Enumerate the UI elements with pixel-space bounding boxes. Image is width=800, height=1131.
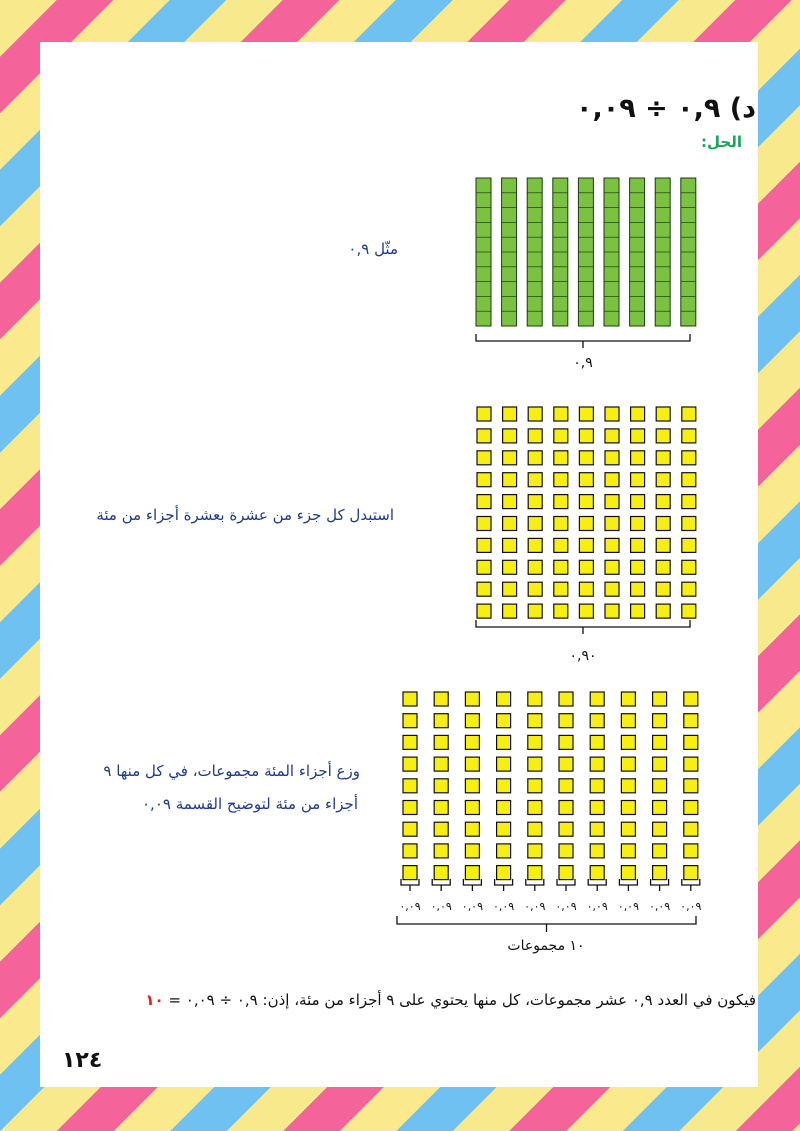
hundredth-square bbox=[605, 560, 619, 574]
hundredth-square bbox=[579, 451, 593, 465]
conclusion-sentence bbox=[145, 991, 756, 1009]
hundredth-square bbox=[656, 538, 670, 552]
group-brace bbox=[463, 879, 481, 891]
group-square bbox=[403, 692, 417, 706]
group-square bbox=[434, 692, 448, 706]
group-square bbox=[528, 844, 542, 858]
hundredth-square bbox=[528, 451, 542, 465]
hundredth-square bbox=[503, 582, 517, 596]
hundredth-square bbox=[656, 582, 670, 596]
group-square bbox=[528, 692, 542, 706]
hundredth-square bbox=[503, 517, 517, 531]
group-square bbox=[403, 714, 417, 728]
group-square bbox=[684, 714, 698, 728]
hundredth-square bbox=[528, 538, 542, 552]
group-square bbox=[497, 779, 511, 793]
group-square bbox=[621, 801, 635, 815]
group-square bbox=[403, 801, 417, 815]
hundredth-square bbox=[579, 538, 593, 552]
hundredth-square bbox=[605, 407, 619, 421]
group-brace bbox=[588, 879, 606, 891]
groups-total-label: ١٠ مجموعات bbox=[507, 938, 585, 954]
group-square bbox=[465, 822, 479, 836]
group-square bbox=[528, 714, 542, 728]
group-square bbox=[590, 844, 604, 858]
group-square bbox=[559, 801, 573, 815]
group-square bbox=[497, 822, 511, 836]
hundredth-square bbox=[579, 517, 593, 531]
hundredth-square bbox=[554, 582, 568, 596]
hundredth-square bbox=[605, 604, 619, 618]
hundredth-square bbox=[503, 451, 517, 465]
group-square bbox=[621, 844, 635, 858]
hundredth-square bbox=[477, 582, 491, 596]
model2-label: ٠,٩٠ bbox=[569, 648, 597, 664]
hundredth-square bbox=[477, 538, 491, 552]
hundredth-square bbox=[477, 429, 491, 443]
group-brace bbox=[432, 879, 450, 891]
group-label: ٠,٠٩ bbox=[680, 900, 702, 913]
hundredth-square bbox=[656, 429, 670, 443]
group-square bbox=[465, 779, 479, 793]
tenth-rod bbox=[655, 178, 670, 326]
group-square bbox=[497, 844, 511, 858]
hundredth-square bbox=[528, 473, 542, 487]
hundredth-square bbox=[682, 407, 696, 421]
group-square bbox=[403, 822, 417, 836]
group-square bbox=[434, 822, 448, 836]
hundredth-square bbox=[631, 429, 645, 443]
group-square bbox=[559, 735, 573, 749]
hundredth-square bbox=[682, 582, 696, 596]
tenth-rod bbox=[527, 178, 542, 326]
group-square bbox=[621, 866, 635, 880]
group-square bbox=[497, 735, 511, 749]
hundredth-square bbox=[579, 473, 593, 487]
hundredth-square bbox=[554, 495, 568, 509]
hundredth-square bbox=[682, 451, 696, 465]
group-square bbox=[653, 735, 667, 749]
group-square bbox=[403, 866, 417, 880]
group-label: ٠,٠٩ bbox=[555, 900, 577, 913]
hundredth-square bbox=[477, 560, 491, 574]
group-square bbox=[590, 735, 604, 749]
group-square bbox=[497, 692, 511, 706]
hundredth-square bbox=[656, 473, 670, 487]
hundredth-square bbox=[682, 429, 696, 443]
hundredth-square bbox=[631, 517, 645, 531]
group-square bbox=[684, 757, 698, 771]
hundredth-square bbox=[554, 451, 568, 465]
hundredth-square bbox=[682, 473, 696, 487]
group-square bbox=[465, 844, 479, 858]
hundredth-square bbox=[528, 582, 542, 596]
model1-brace bbox=[476, 334, 690, 348]
hundredth-square bbox=[554, 560, 568, 574]
hundredth-square bbox=[579, 582, 593, 596]
group-square bbox=[684, 692, 698, 706]
hundredth-square bbox=[503, 407, 517, 421]
group-square bbox=[684, 779, 698, 793]
hundredth-square bbox=[682, 517, 696, 531]
hundredth-square bbox=[579, 495, 593, 509]
solution-label: الحل: bbox=[701, 133, 742, 151]
hundredth-square bbox=[528, 495, 542, 509]
group-square bbox=[497, 801, 511, 815]
step3-line1: وزع أجزاء المئة مجموعات، في كل منها ٩ bbox=[103, 762, 360, 780]
group-square bbox=[465, 801, 479, 815]
hundredth-square bbox=[631, 473, 645, 487]
hundredth-square bbox=[631, 560, 645, 574]
hundredth-square bbox=[477, 407, 491, 421]
group-square bbox=[684, 801, 698, 815]
group-square bbox=[465, 692, 479, 706]
hundredth-square bbox=[682, 604, 696, 618]
hundredth-square bbox=[682, 560, 696, 574]
group-label: ٠,٠٩ bbox=[461, 900, 484, 913]
step2-text: استبدل كل جزء من عشرة بعشرة أجزاء من مئة bbox=[96, 506, 394, 524]
hundredth-square bbox=[631, 582, 645, 596]
hundredth-square bbox=[503, 429, 517, 443]
group-square bbox=[434, 757, 448, 771]
group-brace bbox=[495, 879, 513, 891]
group-square bbox=[684, 866, 698, 880]
tenth-rod bbox=[681, 178, 696, 326]
hundredth-square bbox=[503, 473, 517, 487]
hundredth-square bbox=[605, 451, 619, 465]
hundredth-square bbox=[528, 560, 542, 574]
conclusion-text: فيكون في العدد ٠,٩ عشر مجموعات، كل منها يحتوي على ٩ أجزاء من مئة، إذن: ٠,٩ ÷ ٠,٠٩ = bbox=[168, 991, 756, 1009]
group-square bbox=[684, 735, 698, 749]
hundredth-square bbox=[554, 604, 568, 618]
hundredth-square bbox=[528, 407, 542, 421]
group-square bbox=[621, 692, 635, 706]
tenth-rod bbox=[630, 178, 645, 326]
hundredth-square bbox=[554, 517, 568, 531]
group-square bbox=[590, 692, 604, 706]
hundredth-square bbox=[605, 473, 619, 487]
page-number: ١٢٤ bbox=[62, 1048, 103, 1073]
group-square bbox=[497, 714, 511, 728]
group-brace bbox=[682, 879, 700, 891]
group-square bbox=[621, 822, 635, 836]
hundredth-square bbox=[682, 495, 696, 509]
group-square bbox=[653, 822, 667, 836]
hundredth-square bbox=[631, 538, 645, 552]
hundredth-square bbox=[554, 473, 568, 487]
group-square bbox=[497, 866, 511, 880]
group-square bbox=[559, 692, 573, 706]
group-square bbox=[590, 779, 604, 793]
group-square bbox=[403, 735, 417, 749]
hundredth-square bbox=[605, 495, 619, 509]
group-square bbox=[559, 779, 573, 793]
hundredth-square bbox=[631, 495, 645, 509]
hundredth-square bbox=[477, 451, 491, 465]
group-square bbox=[653, 757, 667, 771]
group-brace bbox=[401, 879, 419, 891]
hundredth-square bbox=[554, 429, 568, 443]
group-label: ٠,٠٩ bbox=[586, 900, 608, 913]
group-label: ٠,٠٩ bbox=[648, 900, 671, 913]
group-square bbox=[465, 714, 479, 728]
model1-label: ٠,٩ bbox=[573, 355, 593, 371]
hundredth-square bbox=[631, 407, 645, 421]
group-square bbox=[684, 844, 698, 858]
hundredth-square bbox=[656, 495, 670, 509]
group-square bbox=[653, 714, 667, 728]
group-square bbox=[621, 757, 635, 771]
group-square bbox=[590, 822, 604, 836]
hundredth-square bbox=[503, 495, 517, 509]
hundredth-square bbox=[503, 538, 517, 552]
step3-line2: أجزاء من مئة لتوضيح القسمة ٠,٠٩ bbox=[142, 795, 358, 813]
hundredth-square bbox=[656, 517, 670, 531]
group-square bbox=[434, 779, 448, 793]
tenth-rod bbox=[476, 178, 491, 326]
group-label: ٠,٠٩ bbox=[524, 900, 546, 913]
group-square bbox=[528, 801, 542, 815]
group-square bbox=[403, 779, 417, 793]
group-square bbox=[528, 822, 542, 836]
group-square bbox=[465, 866, 479, 880]
group-square bbox=[528, 779, 542, 793]
hundredth-square bbox=[528, 604, 542, 618]
group-square bbox=[434, 735, 448, 749]
group-square bbox=[403, 844, 417, 858]
group-square bbox=[653, 692, 667, 706]
hundredth-square bbox=[605, 582, 619, 596]
group-square bbox=[621, 714, 635, 728]
group-square bbox=[653, 866, 667, 880]
hundredth-square bbox=[477, 604, 491, 618]
problem-heading: د) ٠,٩ ÷ ٠,٠٩ bbox=[576, 93, 756, 124]
group-square bbox=[590, 866, 604, 880]
group-square bbox=[465, 735, 479, 749]
hundredth-square bbox=[477, 473, 491, 487]
group-square bbox=[653, 844, 667, 858]
total-brace bbox=[397, 916, 696, 932]
group-label: ٠,٠٩ bbox=[399, 900, 421, 913]
hundredth-square bbox=[477, 495, 491, 509]
tenth-rod bbox=[578, 178, 593, 326]
group-square bbox=[590, 714, 604, 728]
hundredth-square bbox=[579, 429, 593, 443]
hundredth-square bbox=[682, 538, 696, 552]
group-square bbox=[559, 757, 573, 771]
hundredth-square bbox=[579, 604, 593, 618]
hundredth-square bbox=[503, 604, 517, 618]
hundredth-square bbox=[605, 429, 619, 443]
hundredth-square bbox=[656, 407, 670, 421]
hundredth-square bbox=[631, 451, 645, 465]
hundredth-square bbox=[554, 407, 568, 421]
group-square bbox=[528, 757, 542, 771]
group-brace bbox=[651, 879, 669, 891]
tenth-rod bbox=[604, 178, 619, 326]
group-square bbox=[434, 844, 448, 858]
tenth-rod bbox=[553, 178, 568, 326]
hundredth-square bbox=[528, 429, 542, 443]
group-square bbox=[559, 866, 573, 880]
group-square bbox=[621, 735, 635, 749]
group-square bbox=[590, 801, 604, 815]
group-label: ٠,٠٩ bbox=[617, 900, 640, 913]
group-brace bbox=[526, 879, 544, 891]
group-square bbox=[590, 757, 604, 771]
group-square bbox=[559, 822, 573, 836]
group-square bbox=[528, 866, 542, 880]
tenth-rod bbox=[502, 178, 517, 326]
group-square bbox=[434, 714, 448, 728]
hundredth-square bbox=[554, 538, 568, 552]
group-square bbox=[559, 714, 573, 728]
group-square bbox=[497, 757, 511, 771]
group-square bbox=[559, 844, 573, 858]
hundredth-square bbox=[579, 407, 593, 421]
group-square bbox=[403, 757, 417, 771]
hundredth-square bbox=[605, 538, 619, 552]
group-label: ٠,٠٩ bbox=[430, 900, 452, 913]
group-square bbox=[528, 735, 542, 749]
hundredth-square bbox=[656, 604, 670, 618]
answer-value: ١٠ bbox=[145, 991, 164, 1009]
hundredth-square bbox=[631, 604, 645, 618]
step1-text: مثّل ٠,٩ bbox=[348, 240, 398, 258]
hundredth-square bbox=[503, 560, 517, 574]
group-brace bbox=[619, 879, 637, 891]
hundredth-square bbox=[579, 560, 593, 574]
group-square bbox=[434, 801, 448, 815]
group-square bbox=[621, 779, 635, 793]
hundredth-square bbox=[656, 560, 670, 574]
hundredth-square bbox=[605, 517, 619, 531]
group-square bbox=[684, 822, 698, 836]
group-label: ٠,٠٩ bbox=[492, 900, 515, 913]
model2-brace bbox=[476, 620, 690, 634]
group-square bbox=[653, 801, 667, 815]
hundredth-square bbox=[656, 451, 670, 465]
hundredth-square bbox=[528, 517, 542, 531]
group-square bbox=[653, 779, 667, 793]
group-square bbox=[434, 866, 448, 880]
group-brace bbox=[557, 879, 575, 891]
hundredth-square bbox=[477, 517, 491, 531]
group-square bbox=[465, 757, 479, 771]
